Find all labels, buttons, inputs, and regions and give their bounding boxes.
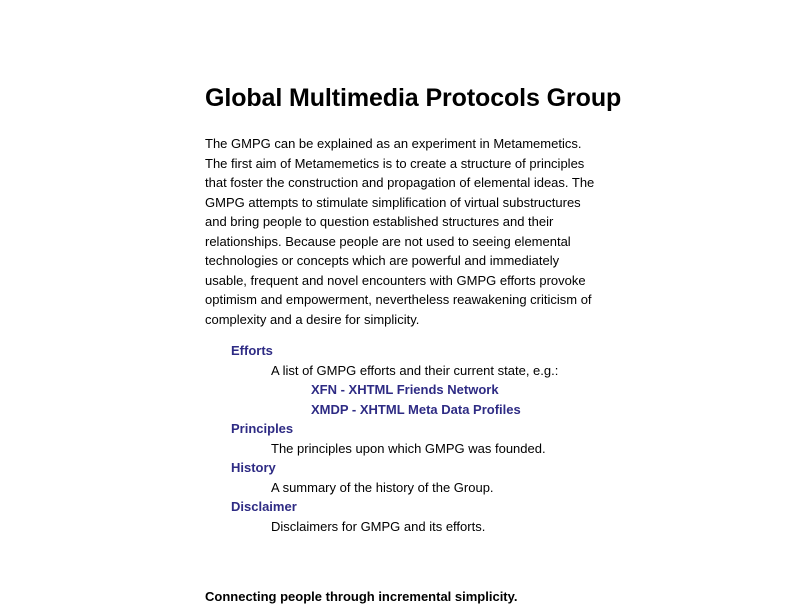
efforts-link[interactable]: Efforts — [231, 343, 273, 358]
footer-tagline: Connecting people through incremental simplicity. — [205, 589, 518, 604]
xfn-link[interactable]: XFN - XHTML Friends Network — [311, 382, 499, 397]
disclaimer-description: Disclaimers for GMPG and its efforts. — [271, 518, 486, 534]
page-title: Global Multimedia Protocols Group — [205, 84, 622, 112]
history-link[interactable]: History — [231, 460, 276, 475]
effort-item-xfn — [231, 380, 651, 400]
xmdp-link[interactable]: XMDP - XHTML Meta Data Profiles — [311, 401, 521, 417]
efforts-description: A list of GMPG efforts and their current state, e.g.: — [271, 362, 559, 378]
principles-description: The principles upon which GMPG was founded. — [271, 440, 546, 456]
history-description: A summary of the history of the Group. — [271, 479, 494, 495]
disclaimer-link[interactable]: Disclaimer — [231, 499, 297, 514]
effort-item-xmdp — [231, 400, 651, 420]
sections-list — [231, 341, 651, 536]
intro-paragraph: The GMPG can be explained as an experiment in Metamemetics. The first aim of Metamemetics is to create a structure of principles that foster the construction and propagation of elemental ideas. The GMPG attempts to stimulate simplification of virtual substructures and bring people to question established structures and their relationships. Because people are not used to seeing elemental technologies or concepts which are powerful and immediately usable, frequent and novel encounters with GMPG efforts provoke optimism and empowerment, nevertheless reawakening criticism of complexity and a desire for simplicity. — [205, 136, 595, 327]
principles-link[interactable]: Principles — [231, 421, 294, 436]
